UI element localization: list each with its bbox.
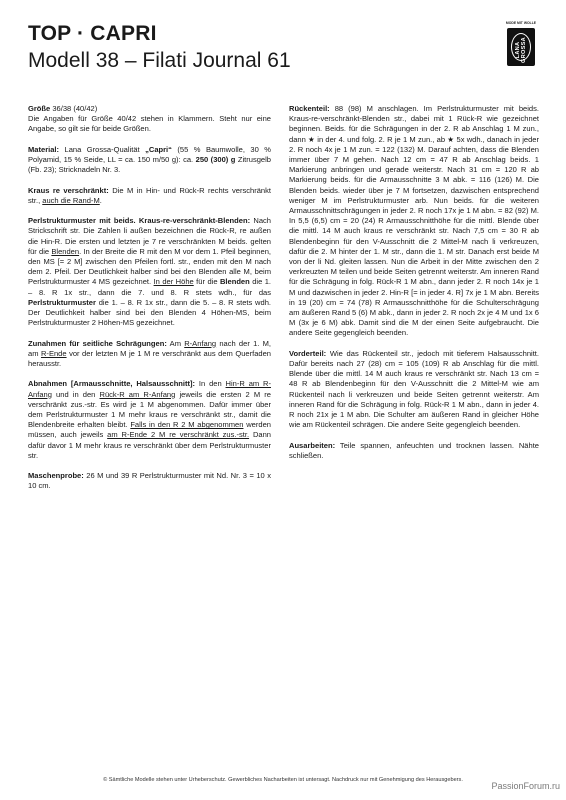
abnahmen-t3: jeweils die ersten 2 M re verschränkt zus.-str. Es wird je 1 M abgenommen. Dafür immer über dem Perlstrukturmuster 1 M mehr kraus re verschränkt str., damit die Blendenbreite erhalten bleibt. xyxy=(28,389,271,430)
material-quality: „Capri“ xyxy=(145,144,172,154)
groesse-label: Größe xyxy=(28,104,51,113)
page-header xyxy=(28,22,538,84)
groesse-value: 36/38 (40/42) xyxy=(50,104,98,113)
section-ausarbeiten xyxy=(289,441,539,461)
perl-u1: Blenden xyxy=(51,246,80,256)
copyright-footer: © Sämtliche Modelle stehen unter Urheberschutz. Gewerbliches Nacharbeiten ist untersagt. Nachdruck nur mit Genehmigung des Herausgebers. xyxy=(103,777,463,783)
section-rueckenteil xyxy=(289,104,539,339)
zunahmen-u1: R-Anfang xyxy=(184,338,217,348)
perl-label: Perlstrukturmuster mit beids. Kraus-re-verschränkt-Blenden: xyxy=(28,216,251,226)
abnahmen-u3: Falls in den R 2 M abgenommen xyxy=(130,420,244,430)
abnahmen-t5: Dann dafür davor 1 M mehr kraus re verschränkt über dem Perlstrukturmuster str. xyxy=(28,430,271,460)
perl-t3: für die xyxy=(193,277,220,287)
perl-t5: die 1. – 8. R 1x str., dann die 5. – 8. R stets wdh. Der Deutlichkeit halber sind bei den Blenden 4 Höhen-MS, beim Perlstrukturmuster 2 Höhen-MS gezeichnet. xyxy=(28,297,271,328)
abnahmen-u2: Rück-R am R-Anfang xyxy=(99,389,176,399)
section-kraus xyxy=(28,186,271,206)
ausarbeiten-label: Ausarbeiten: xyxy=(289,440,336,450)
kraus-u1: auch die Rand-M xyxy=(42,195,100,205)
maschenprobe-label: Maschenprobe: xyxy=(28,471,84,481)
perl-u2: In der Höhe xyxy=(153,277,194,287)
page-title: TOP · CAPRI xyxy=(28,22,157,45)
material-t1: Lana Grossa-Qualität xyxy=(59,144,146,154)
perl-t1: Nach Strickschrift str. Die Zahlen li außen bezeichnen die Rück-R, re außen die Hin-R. Die ersten und letzten je 7 re verschränkten M beids. gelten für die xyxy=(28,216,271,256)
right-column xyxy=(289,104,539,471)
material-t2: (55 % Baumwolle, 30 % Polyamid, 15 % Seide, LL = ca. 150 m/50 g): ca. xyxy=(28,144,271,164)
section-zunahmen xyxy=(28,339,271,370)
kraus-t1: Die M in Hin- und Rück-R rechts verschränkt str., xyxy=(28,185,272,205)
section-groesse xyxy=(28,104,271,135)
section-abnahmen xyxy=(28,379,271,461)
section-material xyxy=(28,145,271,176)
zunahmen-t3: vor der letzten M je 1 M re verschränkt aus dem Querfaden herausstr. xyxy=(28,348,271,369)
section-maschenprobe xyxy=(28,471,271,491)
abnahmen-t1: In den xyxy=(195,379,226,389)
groesse-text: Die Angaben für Größe 40/42 stehen in Klammern. Steht nur eine Angabe, so gilt sie für beide Größen. xyxy=(28,114,271,134)
abnahmen-u4: am R-Ende 2 M re verschränkt zus.-str. xyxy=(107,430,250,440)
logo-mark xyxy=(507,28,535,66)
section-vorderteil xyxy=(289,349,539,431)
ausarbeiten-text: Teile spannen, anfeuchten und trocknen lassen. Nähte schließen. xyxy=(289,440,539,460)
abnahmen-t4: werden müssen, auch jeweils xyxy=(28,420,271,440)
brand-logo xyxy=(504,22,538,74)
logo-brand-text: LANA GROSSA xyxy=(515,36,527,63)
vorderteil-text: Wie das Rückenteil str., jedoch mit tieferem Halsausschnitt. Dafür bereits nach 27 (28) cm = 105 (109) R ab Anschlag für die mittl. Blende über die mittl. 14 M auch kraus re verschränkt str. Nach 13 cm = 48 R ab Blendenbeginn für den V-Ausschnitt die 2 Mittel-M wie am Rückenteil nach li verkreuzen und beide Seiten getrennt weiterstr. Am inneren Rand für die Schrägung in folg. Rück-R 1 M abn., dann in jeder 4. R noch 21x je 1 M abn. Die Schulter am äußeren Rand in gleicher Höhe wie am Rückenteil schrägen. Die andere Seite gegengleich beenden. xyxy=(289,348,539,430)
section-perlstruktur xyxy=(28,216,271,328)
abnahmen-t2: und in den xyxy=(51,389,100,399)
material-label: Material: xyxy=(28,144,60,154)
perl-b1: Blenden xyxy=(219,277,250,287)
abnahmen-u1: Hin-R am R-Anfang xyxy=(28,379,271,399)
abnahmen-label: Abnahmen [Armausschnitte, Halsausschnitt]: xyxy=(28,379,196,389)
material-t3: Zitrusgelb (Fb. 23); Stricknadeln Nr. 3. xyxy=(28,155,271,175)
perl-b2: Perlstrukturmuster xyxy=(28,297,96,307)
vorderteil-label: Vorderteil: xyxy=(289,348,327,358)
rueckenteil-text: 88 (98) M anschlagen. Im Perlstrukturmuster mit beids. Kraus-re-verschränkt-Blenden str., dabei mit 1 Rück-R wie gezeichnet beginnen. Beids. für die Schrägungen in der 2. R ab Anschlag 1 M zun., dann ★ in der 4. und folg. 2. R je 1 M zun., ab ★ 5x wdh., danach in jeder 2. R noch 4x je 1 M zun. = 122 (132) M. Darauf achten, dass die Blenden immer über 7 M gehen. Nach 12 cm = 47 R ab Anschlag beids. 1 Markierung anbringen und gerade weiterstr. Nach 31 cm = 120 R ab Markierung beids. für die Armausschnitte 3 M abk. = 116 (126) M. Die Blenden beids. wieder über je 7 M fortsetzen, dazwischen entsprechend weniger M im Perlstrukturmuster arb. Nun beids. für die weiteren Armausschnittschrägungen in jeder 2. R noch 17x je 1 M abn. = 82 (92) M. In 5,5 (6,5) cm = 20 (24) R Armausschnitthöhe für die mittl. Blende über die mittl. 14 M auch kraus re verschränkt str. Nach 7,5 cm = 30 R ab Blendenbeginn für den V-Ausschnitt die 2 Mittel-M nach li verkreuzen, dafür die 2. M hinter der 1. M str., dann die 1. M str. Danach erst beide M von der li Nd. gleiten lassen. Nun die Arbeit in der Mitte zwischen den 2 verkreuzten M teilen und beide Seiten getrennt weiterstr. Am inneren Rand für die Schrägung in folg. Rück-R 1 M abn., dann jeder 2. R noch 14x je 1 M und dazwischen in jeder 2. Hin-R [= in jeder 4. R] 7x je 1 M abn. Bereits in 19 (20) cm = 74 (78) R Armausschnitthöhe für die Schulterschrägung am äußeren Rand 5 (6) M abk., dann in jeder 2. R noch 2x je 4 M und 1x 6 M (3x je 6 M) abk. Damit sind die M der einen Seite aufgebraucht. Die andere Seite gegengleich beenden. xyxy=(289,104,539,338)
zunahmen-t1: Am xyxy=(166,338,185,348)
rueckenteil-label: Rückenteil: xyxy=(289,104,330,113)
site-watermark: PassionForum.ru xyxy=(491,781,560,791)
material-amount: 250 (300) g xyxy=(195,155,236,164)
page-subtitle: Modell 38 – Filati Journal 61 xyxy=(28,49,291,72)
perl-t4: die 1. – 8. R 1x str., dann die 7. und 8. R stets wdh., für das xyxy=(28,277,272,297)
perl-t2: . In der Breite die R mit den M vor dem 1. Pfeil beginnen, den MS [= 2 M] zwischen den Pfeilen fortl. str., enden mit den M nach dem 2. Pfeil. Der Deutlichkeit halber sind bei den Blenden alle M, beim Perlstrukturmuster 4 MS gezeichnet. xyxy=(28,246,271,287)
left-column xyxy=(28,104,271,502)
zunahmen-t2: nach der 1. M, am xyxy=(28,338,271,358)
zunahmen-label: Zunahmen für seitliche Schrägungen: xyxy=(28,338,167,348)
kraus-label: Kraus re verschränkt: xyxy=(28,185,109,195)
logo-tagline: MODE MIT WOLLE xyxy=(505,21,537,25)
maschenprobe-text: 26 M und 39 R Perlstrukturmuster mit Nd. Nr. 3 = 10 x 10 cm. xyxy=(28,471,271,491)
zunahmen-u2: R-Ende xyxy=(40,348,67,358)
kraus-t2: . xyxy=(99,195,102,205)
